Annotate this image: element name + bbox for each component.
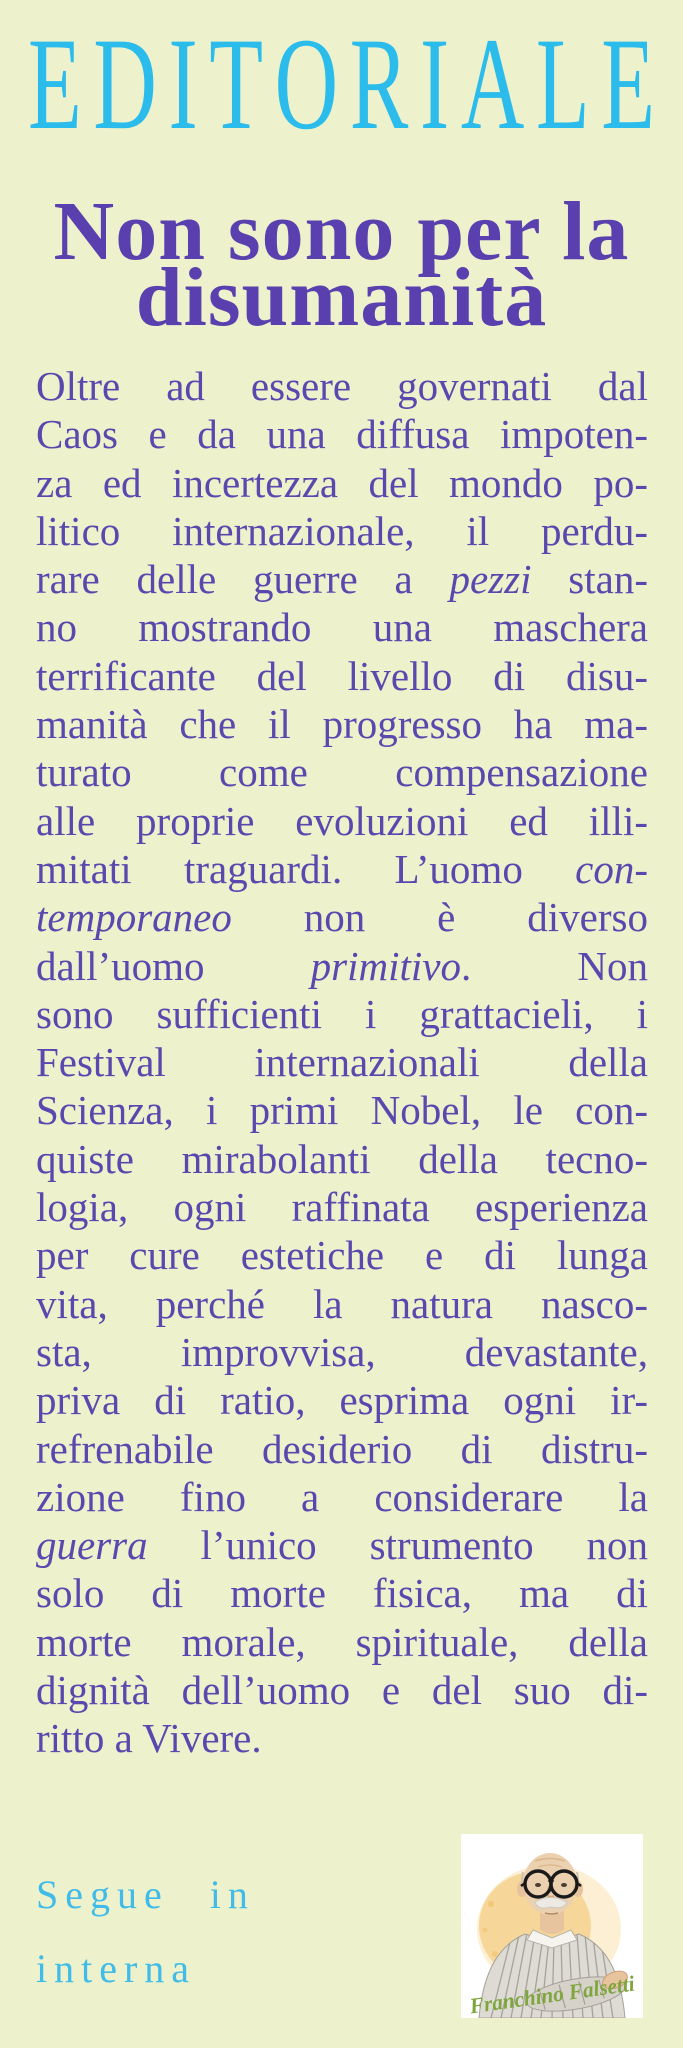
body-line: no mostrando una maschera: [36, 604, 648, 651]
continuation-line1: Segue in: [36, 1872, 255, 1917]
body-line: solo di morte fisica, ma di: [36, 1570, 648, 1617]
body-line: logia, ogni raffinata esperienza: [36, 1184, 648, 1231]
body-line: temporaneo non è diverso: [36, 894, 648, 941]
body-line: manità che il progresso ha ma-: [36, 701, 648, 748]
body-line: refrenabile desiderio di distru-: [36, 1425, 648, 1472]
section-title: [28, 12, 655, 200]
body-line: guerra l’unico strumento non: [36, 1522, 648, 1569]
body-line: quiste mirabolanti della tecno-: [36, 1135, 648, 1182]
continuation-line2: interna: [36, 1946, 197, 1991]
article-title-line1: Non sono per la: [53, 185, 630, 278]
section-title-letter: I: [419, 12, 450, 158]
section-title-letter: O: [274, 12, 339, 158]
eye-left: [535, 1883, 541, 1887]
article-title: [0, 185, 683, 344]
author-portrait: [461, 1834, 643, 2018]
body-line: terrificante del livello di disu-: [36, 652, 648, 699]
section-title-letter: R: [349, 12, 409, 158]
body-line: per cure estetiche e di lunga: [36, 1232, 648, 1279]
author-signature: Franchino Falsetti: [468, 1969, 642, 2018]
continuation-note: [36, 1858, 255, 2006]
body-line: rare delle guerre a pezzi stan-: [36, 556, 649, 603]
body-line: alle proprie evoluzioni ed illi-: [36, 797, 648, 844]
section-title-letter: E: [28, 12, 82, 158]
body-line: Scienza, i primi Nobel, le con-: [36, 1087, 648, 1134]
body-line: priva di ratio, esprima ogni ir-: [36, 1377, 648, 1424]
eye-right: [561, 1883, 567, 1887]
section-title-letter: D: [93, 12, 157, 158]
body-line: za ed incertezza del mondo po-: [36, 459, 648, 506]
section-title-letter: I: [168, 12, 198, 158]
body-line: zione fino a considerare la: [36, 1473, 648, 1520]
body-line: Festival internazionali della: [36, 1039, 648, 1086]
body-line: ritto a Vivere.: [36, 1715, 262, 1762]
body-line: litico internazionale, il perdu-: [36, 507, 648, 554]
body-line: Caos e da una diffusa impoten-: [36, 411, 648, 458]
body-line: vita, perché la natura nasco-: [36, 1280, 648, 1327]
body-line: Oltre ad essere governati dal: [36, 363, 648, 409]
author-portrait-illustration: [461, 1834, 643, 2018]
body-line: morte morale, spirituale, della: [36, 1618, 648, 1665]
article-body: [36, 362, 648, 1763]
section-title-letter: E: [601, 12, 655, 158]
body-line: turato come compensazione: [36, 749, 648, 796]
body-line: sono sufficienti i grattacieli, i: [36, 990, 648, 1037]
body-line: dignità dell’uomo e del suo di-: [36, 1667, 648, 1714]
body-line: mitati traguardi. L’uomo con-: [36, 845, 648, 892]
section-title-letter: T: [209, 12, 264, 158]
article-title-line2: disumanità: [135, 251, 548, 344]
section-title-letter: L: [535, 12, 590, 158]
section-title-letter: A: [460, 12, 525, 158]
body-line: sta, improvvisa, devastante,: [36, 1328, 648, 1375]
body-line: dall’uomo primitivo. Non: [36, 942, 648, 989]
